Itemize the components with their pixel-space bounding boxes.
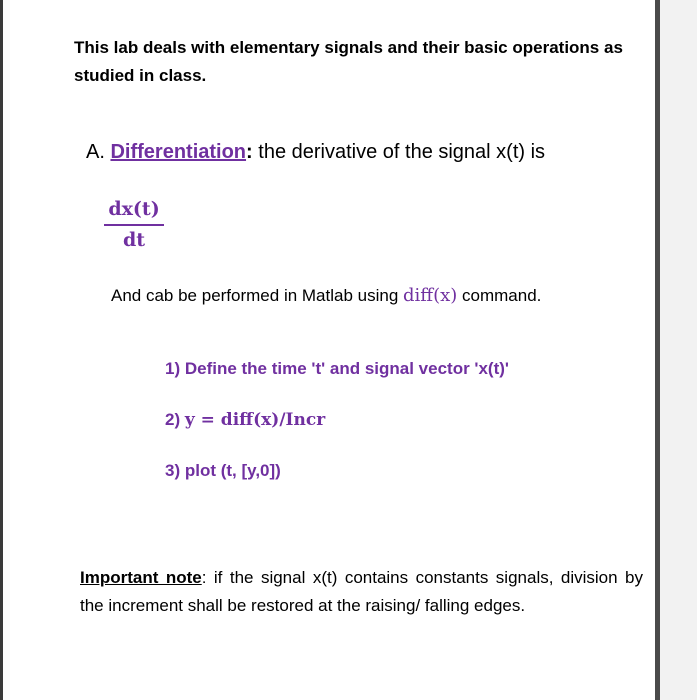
matlab-sentence (111, 285, 541, 306)
important-note (80, 564, 643, 620)
page-margin-background (660, 0, 697, 700)
page-border-left (0, 0, 3, 700)
step-2-prefix: 2) (165, 410, 185, 429)
matlab-prefix: And cab be performed in Matlab using (111, 286, 404, 305)
section-letter: A. (86, 141, 105, 163)
derivative-fraction (104, 198, 164, 251)
section-term: Differentiation (110, 141, 247, 163)
matlab-suffix: command. (457, 286, 542, 305)
note-label: Important note (80, 568, 202, 587)
step-2-expression: y = diff(x)/Incr (184, 410, 326, 430)
intro-paragraph: This lab deals with elementary signals and their basic operations as studied in class. (74, 38, 623, 85)
step-1: 1) Define the time 't' and signal vector 'x(t)' (165, 359, 509, 378)
fraction-numerator: dx(t) (104, 198, 164, 226)
section-text: the derivative of the signal x(t) is (252, 141, 546, 163)
step-3: 3) plot (t, [y,0]) (165, 461, 281, 480)
step-2 (165, 410, 325, 430)
matlab-code: diff(x) (403, 285, 458, 306)
fraction-denominator: dt (122, 229, 146, 251)
section-heading (86, 141, 545, 164)
section-colon: : (246, 141, 253, 163)
note-text: : if the signal x(t) contains constants signals, division by the increment shall be restored at the raising/ falling edges. (80, 568, 644, 615)
